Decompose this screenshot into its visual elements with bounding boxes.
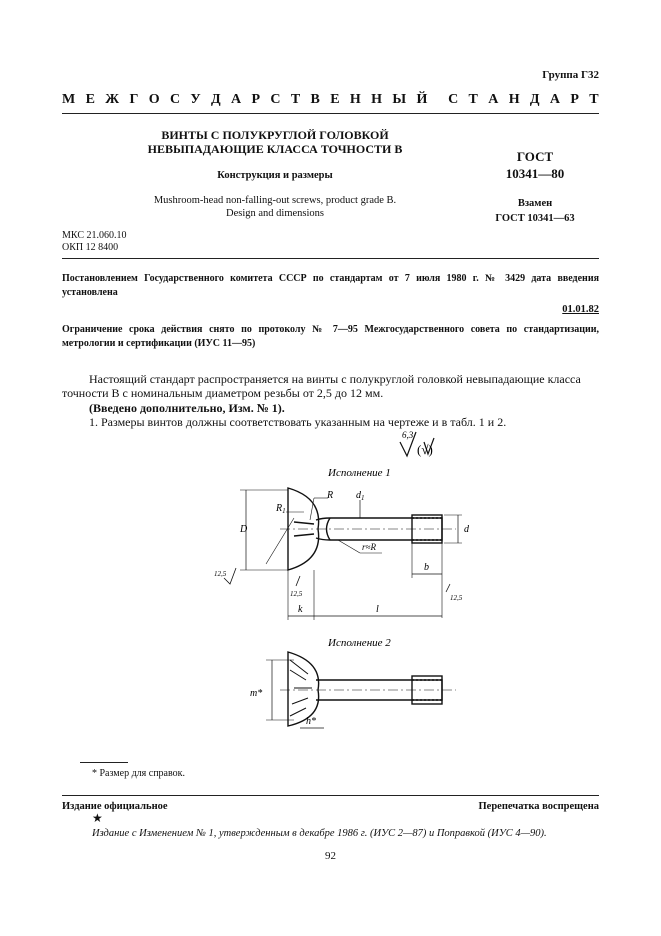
standard-title [105, 128, 445, 156]
star-mark: ★ [92, 811, 103, 825]
banner-letter: А [488, 92, 499, 107]
screw-variant-2 [266, 652, 456, 728]
banner-letter: Н [508, 92, 520, 107]
label-k: k [298, 604, 303, 615]
roughness-12-5-b: 12,5 [290, 590, 303, 598]
title-line-1: ВИНТЫ С ПОЛУКРУГЛОЙ ГОЛОВКОЙ [161, 128, 389, 142]
banner-letter: Н [349, 92, 361, 107]
amendment-note: (Введено дополнительно, Изм. № 1). [89, 401, 285, 415]
edition-note: Издание с Изменением № 1, утвержденным в декабре 1986 г. (ИУС 2—87) и Поправкой (ИУС 4—90). [92, 828, 547, 839]
banner-letter: Ы [392, 92, 407, 107]
english-title [105, 194, 445, 220]
title-line-2: НЕВЫПАДАЮЩИЕ КЛАССА ТОЧНОСТИ В [147, 142, 403, 156]
variant-1-label: Исполнение 1 [328, 467, 391, 479]
classification-codes [62, 230, 126, 254]
banner-letter: Т [468, 92, 478, 107]
label-r: r≈R [362, 542, 376, 552]
replaces-number: ГОСТ 10341—63 [495, 213, 575, 224]
gost-number: 10341—80 [505, 166, 565, 181]
footnote: * Размер для справок. [92, 768, 185, 779]
header-divider [62, 113, 599, 114]
decree-text: Постановлением Государственного комитета СССР по стандартам от 7 июля 1980 г. № 3429 дата введения установлена [62, 273, 599, 298]
banner-letter: Т [589, 92, 599, 107]
banner-letter: Н [371, 92, 383, 107]
mks-code: МКС 21.060.10 [62, 230, 127, 241]
codes-divider [62, 258, 599, 259]
english-title-line-2: Design and dimensions [226, 208, 324, 219]
banner-letter: Р [251, 92, 261, 107]
reprint-prohibited-label: Перепечатка воспрещена [478, 801, 599, 812]
banner-letter: В [310, 92, 320, 107]
gost-designation [470, 148, 600, 182]
banner-letter: У [190, 92, 201, 107]
variant-2-label: Исполнение 2 [328, 637, 391, 649]
roughness-paren: (√) [417, 442, 433, 457]
replaces-block [470, 196, 600, 226]
label-R: R [327, 490, 334, 501]
banner-letter: С [270, 92, 281, 107]
standard-banner [62, 92, 599, 108]
english-title-line-1: Mushroom-head non-falling-out screws, product grade B. [153, 195, 397, 206]
banner-letter: С [169, 92, 181, 107]
label-l: l [376, 604, 379, 615]
replaces-label: Взамен [517, 198, 553, 209]
standard-subtitle: Конструкция и размеры [217, 170, 333, 181]
official-edition-label: Издание официальное [62, 801, 168, 812]
footer-divider [62, 795, 599, 796]
screw-variant-1 [224, 488, 462, 620]
label-D: D [240, 524, 248, 535]
banner-letter: Ж [105, 92, 120, 107]
banner-letter: А [549, 92, 561, 107]
group-code: Группа Г32 [542, 69, 599, 81]
banner-letter: Е [85, 92, 95, 107]
banner-letter: А [231, 92, 242, 107]
banner-letter: Т [290, 92, 301, 107]
banner-letter: Д [529, 92, 540, 107]
dimensions-paragraph: 1. Размеры винтов должны соответствовать указанным на чертеже и в табл. 1 и 2. [89, 415, 507, 429]
roughness-value: 6,3 [402, 430, 414, 440]
banner-letter: Г [129, 92, 139, 107]
introduction-date: 01.01.82 [562, 304, 599, 315]
label-h: h* [306, 716, 316, 727]
roughness-12-5-a: 12,5 [214, 570, 227, 578]
banner-letter: Е [330, 92, 340, 107]
roughness-12-5-c: 12,5 [450, 594, 463, 602]
label-b: b [424, 562, 429, 573]
banner-letter: С [448, 92, 459, 107]
scope-paragraph: Настоящий стандарт распространяется на винты с полукруглой головкой невыпадающие класса точности В с номинальным диаметром резьбы от 2,5 до 12 мм. [62, 372, 581, 400]
banner-letter: Д [211, 92, 221, 107]
banner-letter: Й [416, 92, 428, 107]
footnote-divider [80, 762, 128, 763]
label-m: m* [250, 688, 263, 699]
gost-label: ГОСТ [516, 149, 554, 164]
banner-letter: Р [570, 92, 579, 107]
banner-letter: О [148, 92, 160, 107]
limitation-text: Ограничение срока действия снято по протоколу № 7—95 Межгосударственного совета по стандартизации, метрологии и сертификации (ИУС 11—95) [62, 324, 599, 349]
screw-drawing [210, 428, 480, 758]
label-R1: $R_1$ [276, 503, 286, 515]
page-number: 92 [325, 850, 336, 862]
okp-code: ОКП 12 8400 [62, 242, 119, 253]
banner-letter: М [62, 92, 76, 107]
label-d: d [464, 524, 469, 535]
label-d1: $d_1$ [356, 490, 365, 502]
